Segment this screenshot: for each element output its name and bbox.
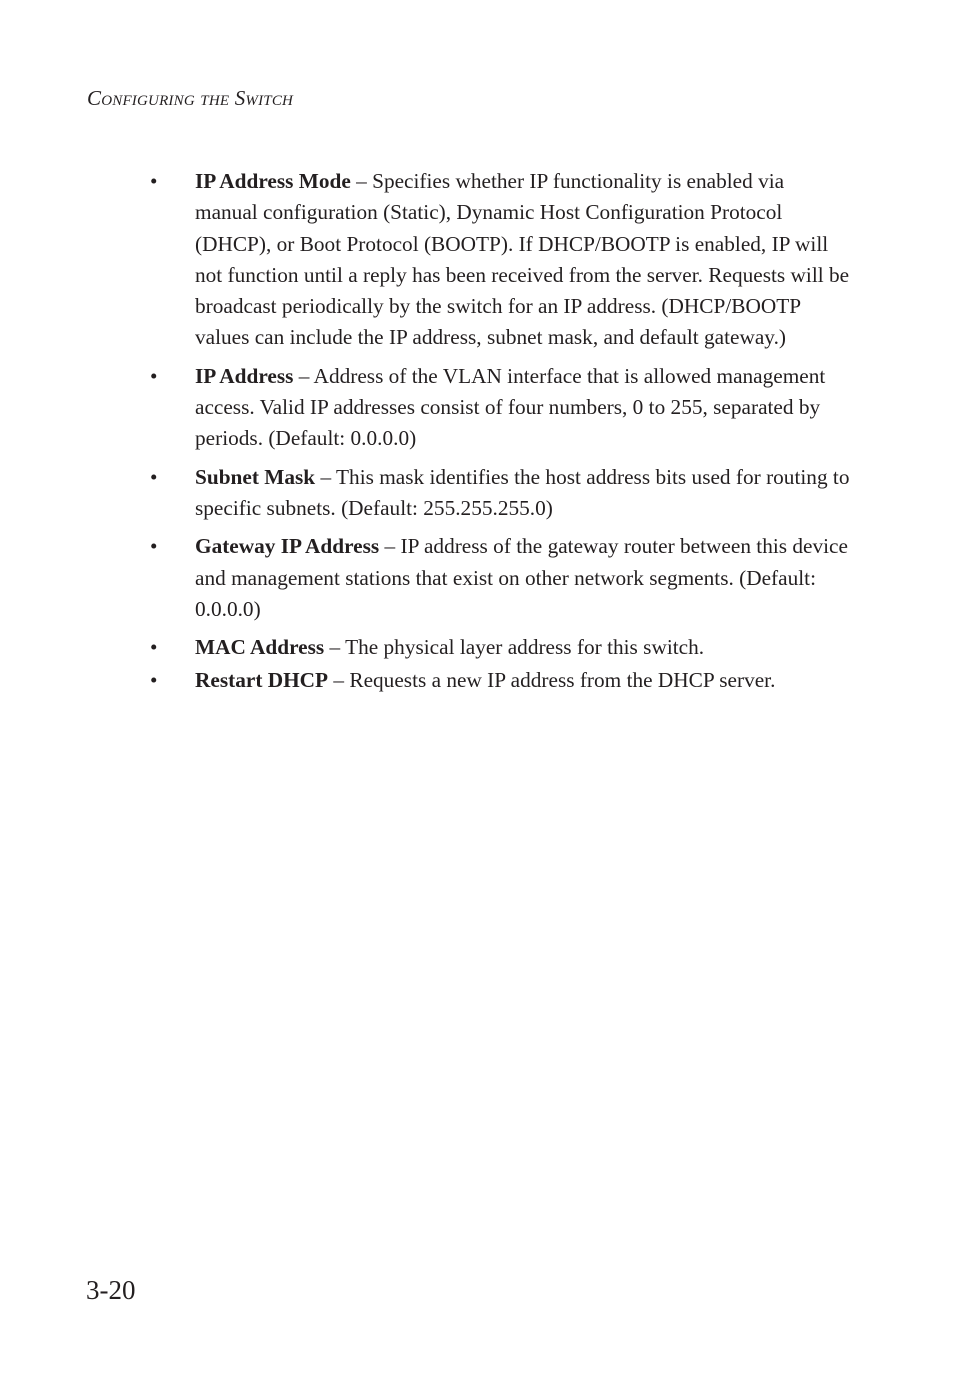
list-item-ip-address [150, 361, 850, 455]
term-label: Subnet Mask [195, 464, 316, 489]
bullet-icon: • [150, 635, 158, 660]
term-label: MAC Address [195, 635, 325, 660]
term-label: IP Address Mode [195, 169, 351, 193]
list-item-ip-address-mode [150, 166, 850, 354]
term-description: – Address of the VLAN interface that is allowed management access. Valid IP addresses consist of four numbers, 0 to 255, separated by periods. (Default: 0.0.0.0) [195, 363, 826, 451]
term-label: Restart DHCP [195, 668, 329, 693]
bullet-icon: • [150, 668, 158, 693]
field-description-list [150, 166, 850, 704]
list-item-restart-dhcp [150, 665, 850, 696]
term-description: – Requests a new IP address from the DHCP server. [328, 668, 776, 693]
running-header: Configuring the Switch [87, 86, 294, 110]
bullet-icon: • [150, 363, 158, 388]
page-number: 3-20 [86, 1275, 136, 1305]
list-item-gateway-ip-address [150, 531, 850, 625]
term-description: – This mask identifies the host address bits used for routing to specific subnets. (Default: 255.255.255.0) [195, 464, 850, 520]
term-description: – IP address of the gateway router between this device and management stations that exist on other network segments. (Default: 0.0.0.0) [195, 534, 848, 621]
list-item-mac-address [150, 632, 850, 663]
list-item-subnet-mask [150, 462, 850, 525]
bullet-icon: • [150, 534, 158, 559]
term-description: – Specifies whether IP functionality is enabled via manual configuration (Static), Dynamic Host Configuration Protocol (DHCP), or Boot Protocol (BOOTP). If DHCP/BOOTP is enabled, IP will not function until a reply has been received from the server. Requests will be broadcast periodically by the switch for an IP address. (DHCP/BOOTP values can include the IP address, subnet mask, and default gateway.) [195, 169, 850, 350]
term-description: – The physical layer address for this switch. [324, 635, 705, 660]
bullet-icon: • [150, 169, 158, 193]
bullet-icon: • [150, 464, 158, 489]
term-label: Gateway IP Address [195, 534, 380, 559]
term-label: IP Address [195, 363, 294, 388]
